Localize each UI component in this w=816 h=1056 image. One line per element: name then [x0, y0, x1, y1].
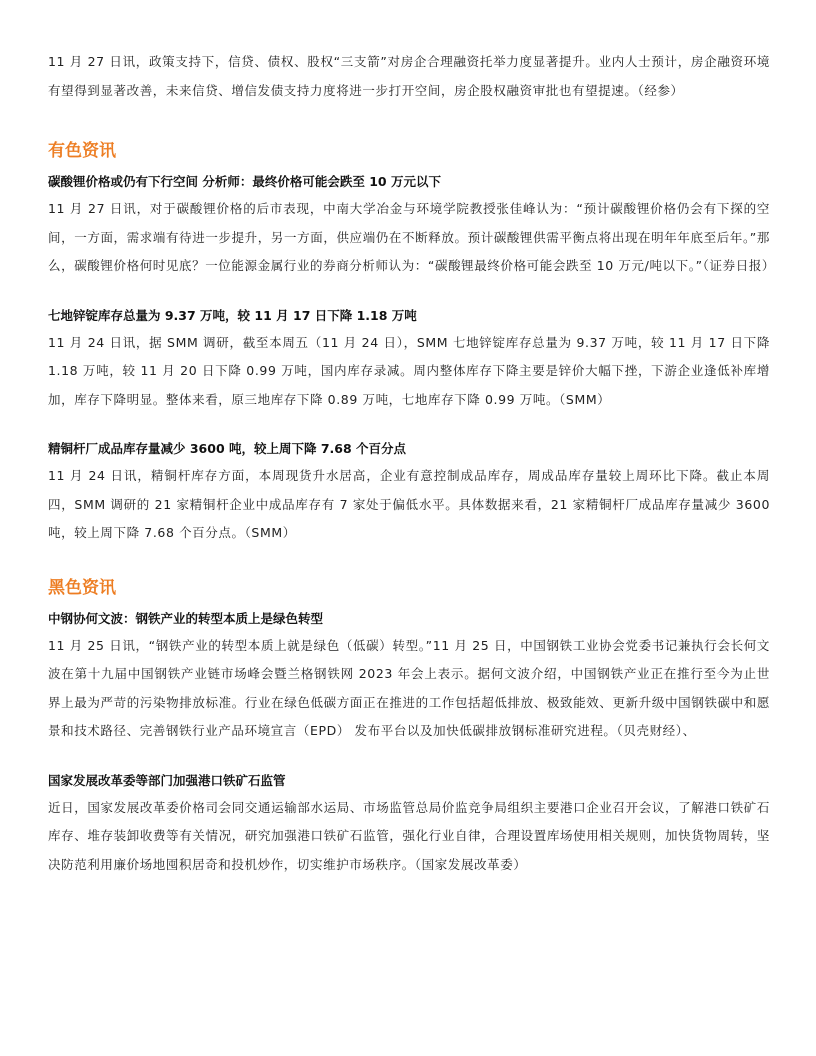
article-title-steel-transition: 中钢协何文波：钢铁产业的转型本质上是绿色转型: [48, 610, 324, 626]
article-body-iron-ore: 近日，国家发展改革委价格司会同交通运输部水运局、市场监管总局价监竞争局组织主要港口企业召开会议，了解港口铁矿石库存、堆存装卸收费等有关情况，研究加强港口铁矿石监管，强化行业自律，合理设置库场使用相关规则，加快货物周转，坚决防范利用廉价场地囤积居奇和投机炒作，切实维护市场秩序。（国家发展改革委）: [48, 799, 770, 872]
intro-paragraph: 11 月 27 日讯，政策支持下，信贷、债权、股权“三支箭”对房企合理融资托举力度显著提升。业内人士预计，房企融资环境有望得到显著改善，未来信贷、增信发债支持力度将进一步打开空间，房企股权融资审批也有望提速。（经参）: [48, 54, 770, 98]
article-body-lithium: 11 月 27 日讯，对于碳酸锂价格的后市表现，中南大学冶金与环境学院教授张佳峰认为：“预计碳酸锂价格仍会有下探的空间，一方面，需求端有待进一步提升，另一方面，供应端仍在不断释放。预计碳酸锂供需平衡点将出现在明年年底至后年。”那么，碳酸锂价格何时见底？一位能源金属行业的券商分析师认为：“碳酸锂最终价格可能会跌至 10 万元/吨以下。”（证券日报）: [48, 201, 776, 273]
article-body-zinc: 11 月 24 日讯，据 SMM 调研，截至本周五（11 月 24 日），SMM 七地锌锭库存总量为 9.37 万吨，较 11 月 17 日下降 1.18 万吨，较 11 月 20 日下降 0.99 万吨，国内库存录减。周内整体库存下降主要是锌价大幅下挫，下游企业逢低补库增加，库存下降明显。整体来看，原三地库存下降 0.89 万吨，七地库存下降 0.99 万吨。（SMM）: [48, 334, 770, 407]
article-body-copper-rod: 11 月 24 日讯，精铜杆库存方面，本周现货升水居高，企业有意控制成品库存，周成品库存量较上周环比下降。截止本周四，SMM 调研的 21 家精铜杆企业中成品库存有 7 家处于偏低水平。具体数据来看，21 家精铜杆厂成品库存量减少 3600 吨，较上周下降 7.68 个百分点。（SMM）: [48, 468, 770, 540]
article-body-steel-transition: 11 月 25 日讯，“钢铁产业的转型本质上就是绿色（低碳）转型。”11 月 25 日，中国钢铁工业协会党委书记兼执行会长何文波在第十九届中国钢铁产业链市场峰会暨兰格钢铁网 2023 年会上表示。据何文波介绍，中国钢铁产业正在推行至今为止世界上最为严苛的污染物排放标准。行业在绿色低碳方面正在推进的工作包括超低排放、极致能效、更新升级中国钢铁碳中和愿景和技术路径、完善钢铁行业产品环境宣言（EPD） 发布平台以及加快低碳排放钢标准研究进程。（贝壳财经）、: [48, 637, 770, 738]
article-title-lithium: 碳酸锂价格或仍有下行空间 分析师：最终价格可能会跌至 10 万元以下: [48, 174, 441, 189]
document-page: [48, 48, 776, 879]
article-title-iron-ore: 国家发展改革委等部门加强港口铁矿石监管: [48, 772, 286, 788]
section-title-ferrous: 黑色资讯: [48, 577, 116, 598]
section-title-nonferrous: 有色资讯: [48, 141, 116, 161]
article-title-copper-rod: 精铜杆厂成品库存量减少 3600 吨，较上周下降 7.68 个百分点: [48, 441, 407, 456]
article-title-zinc: 七地锌锭库存总量为 9.37 万吨，较 11 月 17 日下降 1.18 万吨: [48, 307, 417, 323]
